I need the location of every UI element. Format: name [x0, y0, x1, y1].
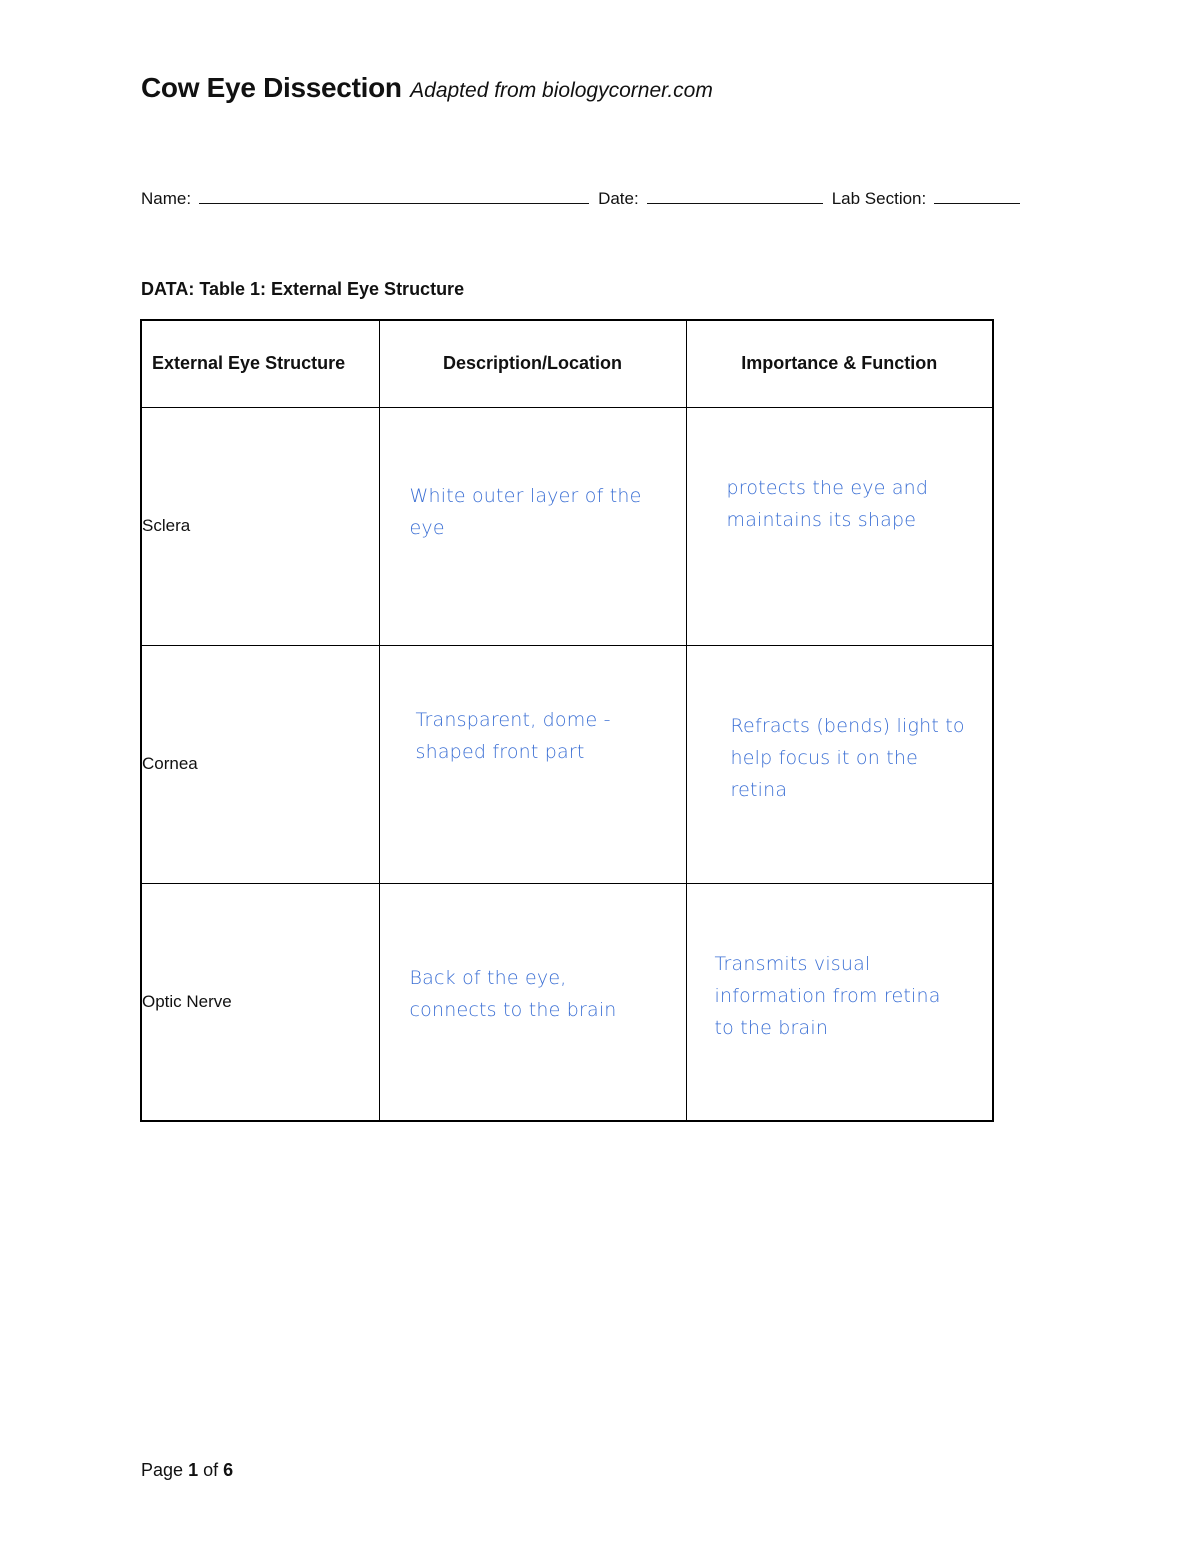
function-cell[interactable] [686, 883, 993, 1121]
date-field[interactable] [647, 188, 823, 204]
page-number [141, 1460, 233, 1481]
handwritten-answer: Transmits visual information from retina to the brain [714, 952, 941, 1039]
page-current: 1 [188, 1460, 199, 1480]
page-title [141, 74, 713, 102]
page-label: Page [141, 1460, 184, 1480]
student-info-line [141, 188, 1020, 209]
handwritten-answer: Refracts (bends) light to help focus it on the retina [730, 714, 965, 801]
description-cell[interactable] [379, 645, 686, 883]
handwritten-answer: protects the eye and maintains its shape [726, 476, 929, 531]
column-header-structure: External Eye Structure [141, 320, 379, 407]
lab-section-label: Lab Section: [831, 189, 927, 208]
handwritten-answer: White outer layer of the eye [409, 484, 642, 539]
structure-cell: Optic Nerve [141, 883, 379, 1121]
external-eye-structure-table [140, 319, 994, 1122]
name-field[interactable] [199, 188, 589, 204]
structure-cell: Cornea [141, 645, 379, 883]
page-total: 6 [223, 1460, 234, 1480]
table-row [141, 883, 993, 1121]
column-header-function: Importance & Function [686, 320, 993, 407]
table-row [141, 645, 993, 883]
document-title: Cow Eye Dissection [141, 72, 402, 103]
table-caption: DATA: Table 1: External Eye Structure [141, 279, 465, 299]
table-header-row [141, 320, 993, 407]
name-label: Name: [141, 189, 192, 208]
document-subtitle: Adapted from biologycorner.com [410, 79, 713, 102]
date-label: Date: [598, 189, 639, 208]
structure-cell: Sclera [141, 407, 379, 645]
description-cell[interactable] [379, 407, 686, 645]
handwritten-answer: Transparent, dome - shaped front part [415, 708, 611, 763]
function-cell[interactable] [686, 645, 993, 883]
page-of: of [203, 1460, 219, 1480]
description-cell[interactable] [379, 883, 686, 1121]
lab-section-field[interactable] [934, 188, 1020, 204]
table-row [141, 407, 993, 645]
column-header-description: Description/Location [379, 320, 686, 407]
handwritten-answer: Back of the eye, connects to the brain [409, 966, 617, 1021]
function-cell[interactable] [686, 407, 993, 645]
